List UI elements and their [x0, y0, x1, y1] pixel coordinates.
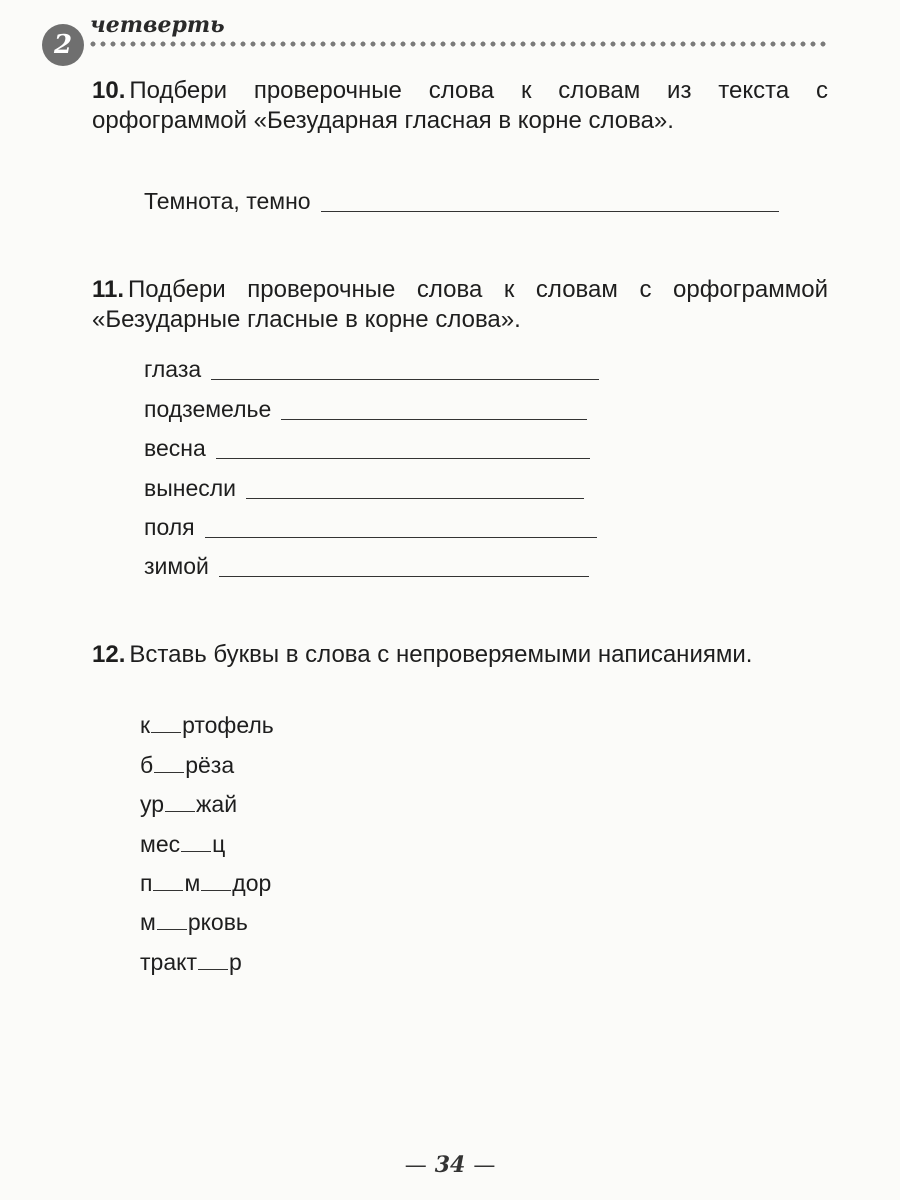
answer-word: вынесли	[144, 475, 237, 501]
letter-blank[interactable]	[201, 870, 231, 891]
task-11	[92, 275, 828, 335]
answer-word: Темнота, темно	[144, 188, 311, 214]
answer-line[interactable]	[216, 438, 590, 459]
answer-line[interactable]	[219, 556, 589, 577]
answer-line[interactable]	[211, 359, 599, 380]
answer-line[interactable]	[246, 478, 584, 499]
answer-row	[144, 354, 599, 384]
letter-blank[interactable]	[181, 831, 211, 852]
answer-row	[144, 551, 589, 581]
task-10-text	[92, 76, 828, 136]
task-10	[92, 76, 828, 136]
fill-word: мес ц	[140, 831, 226, 857]
fill-word: к ртофель	[140, 712, 274, 738]
answer-word: подземелье	[144, 396, 272, 422]
answer-word: поля	[144, 514, 195, 540]
letter-blank[interactable]	[151, 712, 181, 733]
answer-word: весна	[144, 435, 206, 461]
answer-row	[144, 186, 779, 216]
task-12-text	[92, 640, 828, 670]
task-number: 10.	[92, 77, 126, 104]
task-number: 12.	[92, 641, 126, 668]
dotted-divider	[88, 41, 828, 47]
fill-word: м рковь	[140, 909, 248, 935]
page-number: — 34 —	[404, 1152, 496, 1178]
letter-blank[interactable]	[198, 949, 228, 970]
quarter-badge: 2	[42, 24, 84, 66]
task-instruction: Вставь буквы в слова с непроверяемыми написаниями.	[129, 641, 753, 668]
fill-word: тракт р	[140, 949, 242, 975]
fill-word: б рёза	[140, 752, 235, 778]
fill-word: п м дор	[140, 870, 272, 896]
letter-blank[interactable]	[154, 752, 184, 773]
answer-row	[144, 433, 590, 463]
task-instruction: Подбери проверочные слова к словам из текста с орфограммой «Безударная гласная в корне слова».	[92, 77, 828, 134]
task-number: 11.	[92, 276, 125, 303]
answer-line[interactable]	[205, 517, 597, 538]
answer-word: зимой	[144, 553, 209, 579]
letter-blank[interactable]	[165, 791, 195, 812]
answer-row	[144, 394, 587, 424]
answer-line[interactable]	[321, 191, 779, 212]
page-header	[40, 8, 840, 68]
letter-blank[interactable]	[153, 870, 183, 891]
answer-row	[144, 473, 584, 503]
task-instruction: Подбери проверочные слова к словам с орфограммой «Безударные гласные в корне слова».	[92, 276, 828, 333]
letter-blank[interactable]	[157, 909, 187, 930]
task-11-text	[92, 275, 828, 335]
fill-word: ур жай	[140, 791, 238, 817]
answer-word: глаза	[144, 356, 202, 382]
task-12	[92, 640, 828, 670]
answer-row	[144, 512, 597, 542]
quarter-title: четверть	[90, 12, 225, 38]
answer-line[interactable]	[281, 399, 587, 420]
